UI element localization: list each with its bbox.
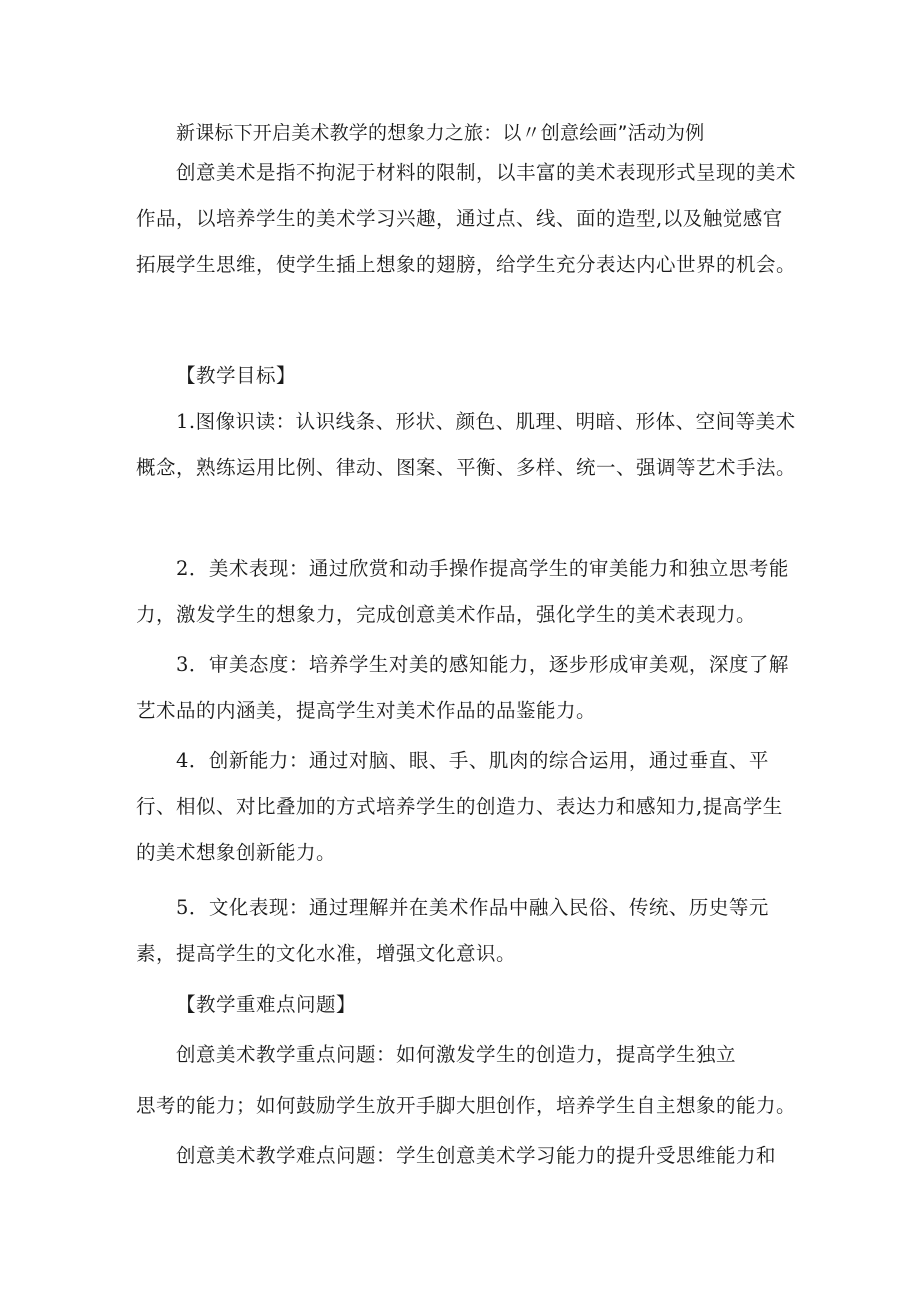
goal-item-4: 4．创新能力：通过对脑、眼、手、肌肉的综合运用，通过垂直、平行、相似、对比叠加的方式培养学生的创造力、表达力和感知力,提高学生的美术想象创新能力。 [136,749,783,864]
document-title: 新课标下开启美术教学的想象力之旅：以〃创意绘画”活动为例 [176,122,705,144]
section-heading-key-points: 【教学重难点问题】 [176,993,357,1016]
goal-item-3: 3．审美态度：培养学生对美的感知能力，逐步形成审美观，深度了解艺术品的内涵美，提高学生对美术作品的品鉴能力。 [136,653,789,722]
goal-item-1: 1.图像识读：认识线条、形状、颜色、肌理、明暗、形体、空间等美术概念，熟练运用比例、律动、图案、平衡、多样、统一、强调等艺术手法。 [136,410,797,479]
goal-item-2: 2．美术表现：通过欣赏和动手操作提高学生的审美能力和独立思考能力，激发学生的想象力，完成创意美术作品，强化学生的美术表现力。 [136,557,789,626]
key-point-line-2: 思考的能力；如何鼓励学生放开手脚大胆创作，培养学生自主想象的能力。 [136,1094,797,1117]
intro-paragraph: 创意美术是指不拘泥于材料的限制，以丰富的美术表现形式呈现的美术作品，以培养学生的美术学习兴趣，通过点、线、面的造型,以及触觉感官拓展学生思维，使学生插上想象的翅膀，给学生充分表达内心世界的机会。 [136,161,797,276]
goal-item-5: 5．文化表现：通过理解并在美术作品中融入民俗、传统、历史等元素，提高学生的文化水准，增强文化意识。 [136,896,769,965]
key-point-line-1: 创意美术教学重点问题：如何激发学生的创造力，提高学生独立 [176,1043,737,1066]
section-heading-goals: 【教学目标】 [176,364,297,387]
difficult-point-line: 创意美术教学难点问题：学生创意美术学习能力的提升受思维能力和 [176,1144,777,1167]
